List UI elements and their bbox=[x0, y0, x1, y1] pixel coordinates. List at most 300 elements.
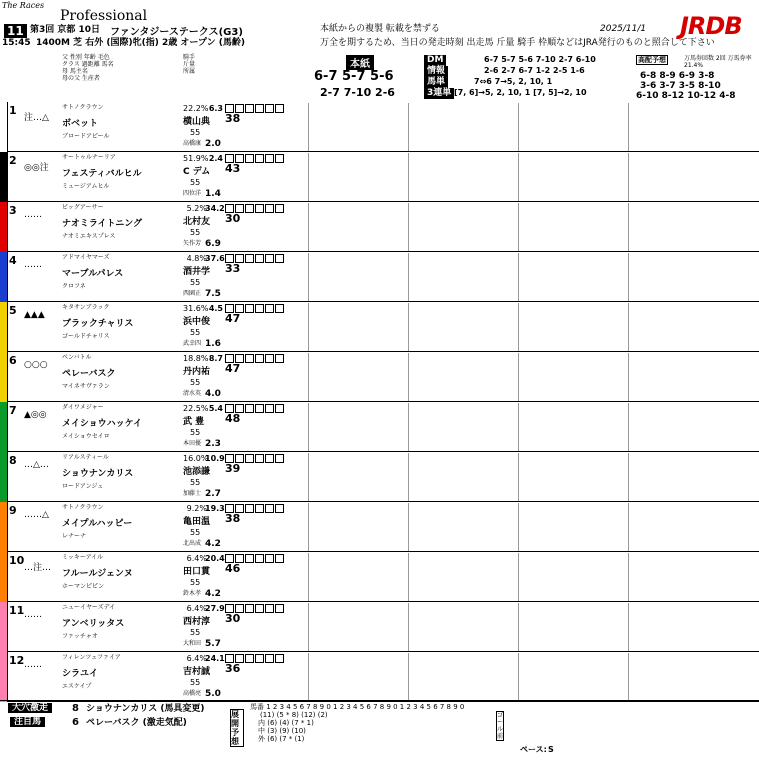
weight: 55 bbox=[190, 628, 201, 637]
pace-label: ペース: bbox=[520, 745, 547, 754]
rating-value: 33 bbox=[225, 262, 241, 275]
jockey-name: 横山典 bbox=[183, 117, 211, 127]
horse-row bbox=[0, 552, 759, 602]
pace-value: S bbox=[548, 745, 554, 754]
horse-name: シラユイ bbox=[62, 669, 99, 679]
index-cell bbox=[245, 304, 254, 313]
tan-label: 馬単 bbox=[424, 77, 448, 88]
index-cell bbox=[255, 454, 264, 463]
trainer-name: 本田優 bbox=[183, 440, 202, 447]
popularity-index: 5.0 bbox=[205, 689, 221, 699]
sire-name: ベンバトル bbox=[62, 354, 92, 361]
horse-name: メイプルハッピー bbox=[62, 519, 133, 529]
past-race-cell bbox=[308, 303, 417, 351]
trainer-name: 高橋亮 bbox=[183, 690, 202, 697]
popularity-index: 2.7 bbox=[205, 489, 221, 499]
weight: 55 bbox=[190, 578, 201, 587]
index-cell bbox=[275, 104, 284, 113]
index-cell bbox=[255, 104, 264, 113]
jockey-name: 亀田温 bbox=[183, 517, 211, 527]
accuracy-notice: 万全を期するため、当日の発走時刻 出走馬 斤量 騎手 枠順などはJRA発行のものと照合して下さい bbox=[320, 38, 715, 48]
prediction-marks: …注… bbox=[24, 563, 52, 573]
index-cell bbox=[265, 454, 274, 463]
index-cell bbox=[255, 204, 264, 213]
jrdb-logo: JRDB bbox=[680, 12, 742, 40]
col-header-horse: 父 性別 年齢 毛色 クラス 過距離 馬名 母 馬主名 母の父 生産者 bbox=[62, 54, 114, 82]
horse-number: 7 bbox=[9, 404, 17, 417]
trainer-name: 北出成 bbox=[183, 540, 202, 547]
weight: 55 bbox=[190, 528, 201, 537]
past-race-cell bbox=[408, 103, 517, 151]
index-cell bbox=[265, 654, 274, 663]
rating-value: 30 bbox=[225, 612, 241, 625]
gate-color-bar bbox=[0, 652, 8, 702]
prediction-marks: …… bbox=[24, 610, 42, 620]
index-box bbox=[225, 554, 307, 600]
index-cell bbox=[265, 404, 274, 413]
past-race-cell bbox=[628, 403, 737, 451]
horse-info bbox=[62, 102, 182, 152]
past-race-cell bbox=[308, 153, 417, 201]
past-race-cell bbox=[628, 503, 737, 551]
trainer-name: 西園正 bbox=[183, 290, 202, 297]
gate-color-bar bbox=[0, 352, 8, 402]
sire-name: ニューイヤーズデイ bbox=[62, 604, 116, 611]
past-race-cell bbox=[518, 553, 627, 601]
horse-row bbox=[0, 202, 759, 252]
horse-info bbox=[62, 452, 182, 502]
honshi-bottom-picks: 2-7 7-10 2-6 bbox=[320, 86, 395, 99]
dam-name: クロフネ bbox=[62, 283, 86, 290]
index-cell bbox=[275, 254, 284, 263]
high-payout-note: 万馬券回数 2回 万馬券率 21.4% bbox=[684, 55, 752, 69]
high-payout-line-3: 6-10 8-12 10-12 4-8 bbox=[636, 91, 736, 101]
odds: 2.4 bbox=[208, 154, 223, 163]
sire-name: アドマイヤマーズ bbox=[62, 254, 110, 261]
horse-name: フェスティバルヒル bbox=[62, 169, 142, 179]
prediction-marks: …△… bbox=[24, 460, 49, 470]
sire-name: サトノクラウン bbox=[62, 104, 104, 111]
jockey-name: 池添謙 bbox=[183, 467, 211, 477]
index-cell bbox=[245, 154, 254, 163]
honshi-top-picks: 6-7 5-7 5-6 bbox=[314, 69, 394, 84]
past-race-cell bbox=[408, 503, 517, 551]
gate-color-bar bbox=[0, 402, 8, 452]
horse-row bbox=[0, 352, 759, 402]
index-cell bbox=[255, 554, 264, 563]
position-line-1: 馬番 1 2 3 4 5 6 7 8 9 0 1 2 3 4 5 6 7 8 9 0 1 2 3 4 5 6 7 8 9 0 bbox=[250, 703, 465, 711]
race-time: 15:45 bbox=[2, 38, 31, 48]
rating-value: 36 bbox=[225, 662, 241, 675]
index-cell bbox=[265, 304, 274, 313]
trainer-name: 加藤士 bbox=[183, 490, 202, 497]
win-percentage: 6.4% bbox=[186, 604, 207, 613]
past-race-cell bbox=[408, 553, 517, 601]
rating-value: 47 bbox=[225, 312, 241, 325]
past-race-cell bbox=[308, 453, 417, 501]
index-cell bbox=[245, 254, 254, 263]
index-cell bbox=[255, 254, 264, 263]
past-race-cell bbox=[308, 653, 417, 701]
popularity-index: 4.2 bbox=[205, 539, 221, 549]
joho-label: 情報 bbox=[424, 66, 448, 77]
past-race-cell bbox=[518, 403, 627, 451]
rating-value: 39 bbox=[225, 462, 241, 475]
prediction-marks: …… bbox=[24, 210, 42, 220]
horse-info bbox=[62, 202, 182, 252]
odds: 6.3 bbox=[208, 104, 223, 113]
index-cell bbox=[275, 404, 284, 413]
dam-name: エスケイプ bbox=[62, 683, 92, 690]
index-cell bbox=[245, 454, 254, 463]
dam-name: ブロードアピール bbox=[62, 133, 110, 140]
past-race-cell bbox=[308, 553, 417, 601]
prediction-marks: ……△ bbox=[24, 510, 49, 520]
past-race-cell bbox=[518, 203, 627, 251]
index-box bbox=[225, 154, 307, 200]
index-cell bbox=[265, 504, 274, 513]
horse-number: 6 bbox=[9, 354, 17, 367]
prediction-marks: ▲▲▲ bbox=[24, 310, 45, 320]
rating-value: 46 bbox=[225, 562, 241, 575]
horse-number: 9 bbox=[9, 504, 17, 517]
horse-number: 1 bbox=[9, 104, 17, 117]
gate-color-bar bbox=[0, 602, 8, 652]
popularity-index: 1.4 bbox=[205, 189, 221, 199]
past-race-cell bbox=[408, 303, 517, 351]
past-race-cell bbox=[628, 553, 737, 601]
horse-info bbox=[62, 302, 182, 352]
index-cell bbox=[275, 304, 284, 313]
horse-row bbox=[0, 152, 759, 202]
popularity-index: 4.0 bbox=[205, 389, 221, 399]
past-race-cell bbox=[308, 403, 417, 451]
horse-name: ナオミライトニング bbox=[62, 219, 143, 229]
past-race-cell bbox=[628, 653, 737, 701]
past-race-cell bbox=[308, 103, 417, 151]
sire-name: サトノクラウン bbox=[62, 504, 104, 511]
horse-name: メイショウハッケイ bbox=[62, 419, 143, 429]
footer-pick-1: ショウナンカリス (馬具変更) bbox=[86, 704, 205, 714]
index-cell bbox=[265, 154, 274, 163]
horse-info bbox=[62, 652, 182, 702]
past-race-cell bbox=[408, 653, 517, 701]
odds: 24.1 bbox=[205, 654, 225, 663]
horse-number: 11 bbox=[9, 604, 25, 617]
jockey-name: 西村淳 bbox=[183, 617, 211, 627]
weight: 55 bbox=[190, 228, 201, 237]
dam-name: マイネサヴァラン bbox=[62, 383, 110, 390]
horse-name: ショウナンカリス bbox=[62, 469, 134, 479]
win-percentage: 6.4% bbox=[186, 654, 207, 663]
past-race-cell bbox=[628, 253, 737, 301]
weight: 55 bbox=[190, 678, 201, 687]
past-race-cell bbox=[408, 253, 517, 301]
rating-value: 43 bbox=[225, 162, 241, 175]
header-label-small: The Races bbox=[2, 1, 45, 10]
dam-name: ファッチャオ bbox=[62, 633, 98, 640]
horse-name: マーブルパレス bbox=[62, 269, 124, 279]
prediction-marks: …… bbox=[24, 660, 42, 670]
index-cell bbox=[265, 104, 274, 113]
past-race-cell bbox=[308, 603, 417, 651]
index-cell bbox=[245, 404, 254, 413]
sanrentan-label: 3連単 bbox=[424, 88, 454, 99]
index-cell bbox=[275, 154, 284, 163]
horse-number: 4 bbox=[9, 254, 17, 267]
weight: 55 bbox=[190, 178, 201, 187]
position-line-2: (11) (5 * 8) (12) (2) bbox=[260, 711, 328, 719]
index-box bbox=[225, 604, 307, 650]
dam-name: ゴールドチャリス bbox=[62, 333, 110, 340]
jockey-name: C デム bbox=[183, 167, 211, 177]
gate-color-bar bbox=[0, 552, 8, 602]
past-race-cell bbox=[408, 403, 517, 451]
index-cell bbox=[275, 454, 284, 463]
index-cell bbox=[265, 554, 274, 563]
past-race-cell bbox=[408, 203, 517, 251]
weight: 55 bbox=[190, 478, 201, 487]
footer-label-focus: 注目馬 bbox=[10, 717, 45, 727]
odds: 10.9 bbox=[205, 454, 225, 463]
dam-name: レナーナ bbox=[62, 533, 87, 540]
race-conditions: 1400M 芝 右外 (国際)牝(指) 2歳 オープン (馬齢) bbox=[36, 38, 245, 48]
index-cell bbox=[245, 204, 254, 213]
prediction-marks: ○○○ bbox=[24, 360, 48, 370]
past-race-cell bbox=[408, 453, 517, 501]
win-percentage: 4.8% bbox=[186, 254, 207, 263]
odds: 4.5 bbox=[208, 304, 223, 313]
horse-info bbox=[62, 502, 182, 552]
win-percentage: 22.2% bbox=[183, 104, 209, 113]
index-box bbox=[225, 104, 307, 150]
jockey-name: 吉村誠 bbox=[183, 667, 211, 677]
dam-name: ホーマンピピン bbox=[62, 583, 105, 590]
high-payout-label: 高配予想 bbox=[638, 56, 666, 64]
trainer-name: 鈴木孝 bbox=[183, 590, 202, 597]
horse-number: 8 bbox=[9, 454, 17, 467]
index-cell bbox=[245, 654, 254, 663]
popularity-index: 2.3 bbox=[205, 439, 221, 449]
index-cell bbox=[255, 304, 264, 313]
prediction-marks: ◎◎注 bbox=[24, 163, 49, 173]
header-label-professional: Professional bbox=[60, 8, 148, 24]
horse-row bbox=[0, 302, 759, 352]
odds: 5.4 bbox=[208, 404, 223, 413]
horse-info bbox=[62, 152, 182, 202]
index-box bbox=[225, 354, 307, 400]
horse-number: 5 bbox=[9, 304, 17, 317]
dam-name: メイショウセイロ bbox=[62, 433, 110, 440]
index-box bbox=[225, 454, 307, 500]
footer-label-dark-horse: 大穴激走 bbox=[8, 703, 52, 713]
past-race-cell bbox=[628, 203, 737, 251]
rating-value: 48 bbox=[225, 412, 241, 425]
prediction-marks: …… bbox=[24, 260, 42, 270]
index-cell bbox=[255, 154, 264, 163]
dam-name: ロードアンジュ bbox=[62, 483, 104, 490]
index-cell bbox=[275, 654, 284, 663]
sanrentan-picks: [7, 6]→5, 2, 10, 1 [7, 5]→2, 10 bbox=[454, 88, 587, 97]
popularity-index: 6.9 bbox=[205, 239, 221, 249]
horse-name: ペレーバスク bbox=[62, 369, 116, 379]
past-race-cell bbox=[518, 653, 627, 701]
trainer-name: 矢作芳 bbox=[183, 240, 202, 247]
trainer-name: 四位洋 bbox=[183, 190, 202, 197]
win-percentage: 22.5% bbox=[183, 404, 209, 413]
past-race-cell bbox=[628, 603, 737, 651]
tan-picks: 7⇔6 7→5, 2, 10, 1 bbox=[474, 77, 553, 86]
high-payout-line-2: 3-6 3-7 3-5 8-10 bbox=[640, 81, 721, 91]
odds: 20.4 bbox=[205, 554, 225, 563]
past-race-cell bbox=[628, 103, 737, 151]
jockey-name: 酒井学 bbox=[183, 267, 211, 277]
popularity-index: 5.7 bbox=[205, 639, 221, 649]
rating-value: 38 bbox=[225, 112, 241, 125]
rating-value: 38 bbox=[225, 512, 241, 525]
index-cell bbox=[275, 354, 284, 363]
odds: 8.7 bbox=[208, 354, 223, 363]
popularity-index: 1.6 bbox=[205, 339, 221, 349]
jockey-name: 丹内祐 bbox=[183, 367, 211, 377]
horse-row bbox=[0, 252, 759, 302]
win-percentage: 51.9% bbox=[183, 154, 209, 163]
footer-pick-2: ペレーバスク (激走気配) bbox=[86, 718, 187, 728]
horse-info bbox=[62, 252, 182, 302]
race-name: ファンタジーステークス(G3) bbox=[110, 27, 243, 38]
index-cell bbox=[275, 554, 284, 563]
position-line-4: 中 (3) (9) (10) bbox=[258, 727, 306, 735]
sire-name: フィレンツェファイア bbox=[62, 654, 121, 661]
index-cell bbox=[265, 604, 274, 613]
horse-number: 10 bbox=[9, 554, 25, 567]
index-box bbox=[225, 254, 307, 300]
index-cell bbox=[255, 404, 264, 413]
gate-color-bar bbox=[0, 502, 8, 552]
index-cell bbox=[265, 254, 274, 263]
win-percentage: 31.6% bbox=[183, 304, 209, 313]
sire-name: リアルスティール bbox=[62, 454, 109, 461]
past-race-cell bbox=[308, 353, 417, 401]
sire-name: ミッキーアイル bbox=[62, 554, 104, 561]
weight: 55 bbox=[190, 328, 201, 337]
past-race-cell bbox=[408, 603, 517, 651]
horse-row bbox=[0, 402, 759, 452]
horse-row bbox=[0, 602, 759, 652]
past-race-cell bbox=[308, 253, 417, 301]
index-cell bbox=[245, 554, 254, 563]
past-race-cell bbox=[518, 503, 627, 551]
index-box bbox=[225, 404, 307, 450]
footer-pick-2-num: 6 bbox=[72, 717, 79, 728]
weight: 55 bbox=[190, 428, 201, 437]
prediction-marks: ▲◎◎ bbox=[24, 410, 47, 420]
index-cell bbox=[255, 654, 264, 663]
index-box bbox=[225, 304, 307, 350]
gate-color-bar bbox=[0, 302, 8, 352]
win-percentage: 16.0% bbox=[183, 454, 209, 463]
sire-name: ビッグアーサー bbox=[62, 204, 104, 211]
trainer-name: 清水英 bbox=[183, 390, 202, 397]
race-date: 2025/11/1 bbox=[600, 24, 647, 34]
index-box bbox=[225, 504, 307, 550]
index-box bbox=[225, 654, 307, 700]
win-percentage: 6.4% bbox=[186, 554, 207, 563]
past-race-cell bbox=[518, 353, 627, 401]
dm-picks: 6-7 5-7 5-6 7-10 2-7 6-10 bbox=[484, 55, 596, 64]
gate-color-bar bbox=[0, 102, 8, 152]
goal-label: ゴール前 bbox=[497, 712, 504, 740]
horse-row bbox=[0, 652, 759, 702]
index-cell bbox=[245, 504, 254, 513]
index-cell bbox=[255, 354, 264, 363]
dm-label: DM bbox=[424, 55, 446, 66]
odds: 37.6 bbox=[205, 254, 225, 263]
popularity-index: 4.2 bbox=[205, 589, 221, 599]
past-race-cell bbox=[518, 603, 627, 651]
win-percentage: 5.2% bbox=[186, 204, 207, 213]
gate-color-bar bbox=[0, 152, 8, 202]
position-line-5: 外 (6) (7 * (1) bbox=[258, 735, 305, 743]
past-race-cell bbox=[518, 303, 627, 351]
win-percentage: 18.8% bbox=[183, 354, 209, 363]
index-cell bbox=[265, 204, 274, 213]
index-cell bbox=[275, 604, 284, 613]
horse-name: アンベリッタス bbox=[62, 619, 125, 629]
win-percentage: 9.2% bbox=[186, 504, 207, 513]
weight: 55 bbox=[190, 128, 201, 137]
horse-name: フルールジェンヌ bbox=[62, 569, 133, 579]
horse-info bbox=[62, 552, 182, 602]
footer-pick-1-num: 8 bbox=[72, 703, 79, 714]
weight: 55 bbox=[190, 378, 201, 387]
position-line-3: 内 (6) (4) (7 * 1) bbox=[258, 719, 314, 727]
horse-row bbox=[0, 502, 759, 552]
horse-info bbox=[62, 402, 182, 452]
bet-picks-block bbox=[424, 55, 634, 101]
popularity-index: 7.5 bbox=[205, 289, 221, 299]
past-race-cell bbox=[408, 353, 517, 401]
horse-number: 3 bbox=[9, 204, 17, 217]
rating-value: 30 bbox=[225, 212, 241, 225]
trainer-name: 大和田 bbox=[183, 640, 202, 647]
high-payout-line-1: 6-8 8-9 6-9 3-8 bbox=[640, 71, 715, 81]
odds: 19.3 bbox=[205, 504, 225, 513]
weight: 55 bbox=[190, 278, 201, 287]
col-header-jockey: 騎手 斤量 所属 bbox=[183, 54, 196, 75]
dam-name: ナオミエキスプレス bbox=[62, 233, 116, 240]
footer bbox=[0, 700, 759, 767]
horse-number: 12 bbox=[9, 654, 25, 667]
past-race-cell bbox=[408, 153, 517, 201]
past-race-cell bbox=[628, 153, 737, 201]
horse-name: ブラックチャリス bbox=[62, 319, 134, 329]
index-cell bbox=[275, 504, 284, 513]
jockey-name: 武 豊 bbox=[183, 417, 205, 427]
horse-info bbox=[62, 352, 182, 402]
race-meet: 第3回 京都 10日 bbox=[30, 25, 101, 35]
past-race-cell bbox=[628, 453, 737, 501]
past-race-cell bbox=[518, 153, 627, 201]
prediction-marks: 注…△ bbox=[24, 113, 49, 123]
gate-color-bar bbox=[0, 452, 8, 502]
gate-color-bar bbox=[0, 252, 8, 302]
index-cell bbox=[245, 604, 254, 613]
past-race-cell bbox=[628, 303, 737, 351]
past-race-cell bbox=[308, 503, 417, 551]
odds: 34.2 bbox=[205, 204, 225, 213]
race-number: 11 bbox=[4, 24, 27, 38]
